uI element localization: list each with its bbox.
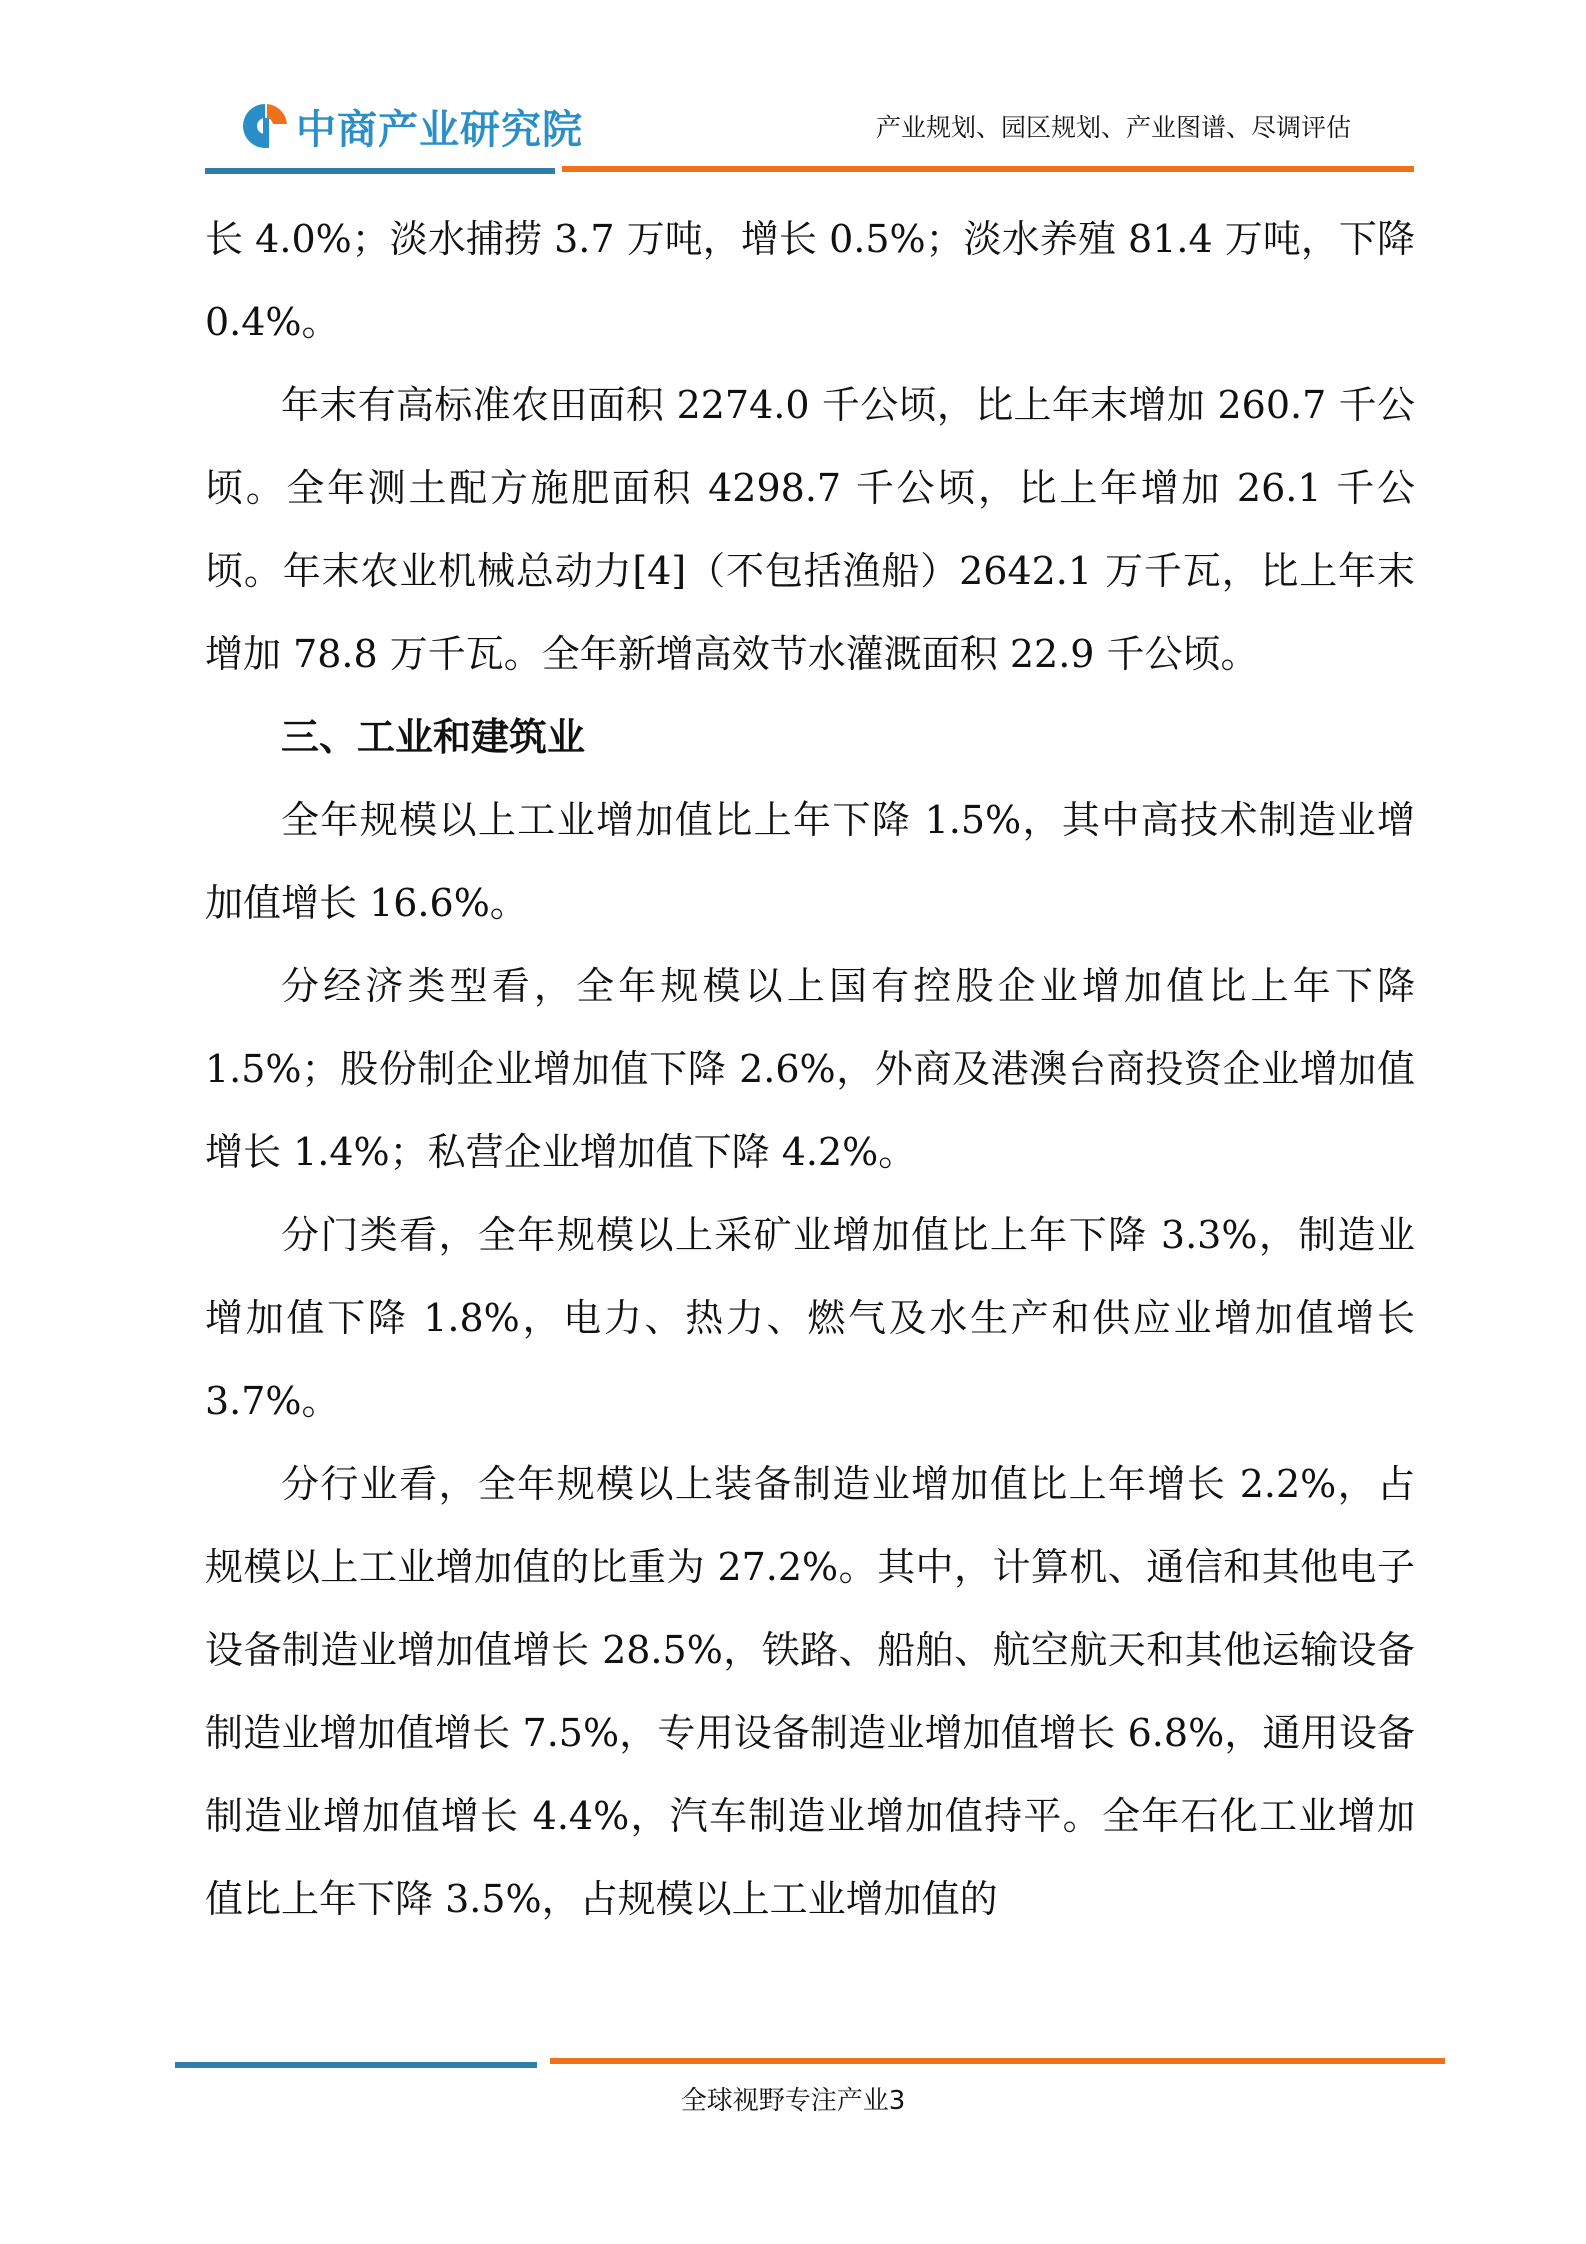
logo bbox=[240, 96, 583, 156]
header-rule-blue bbox=[205, 168, 555, 174]
paragraph-by-category: 分门类看，全年规模以上采矿业增加值比上年下降 3.3%，制造业增加值下降 1.8%，电力、热力、燃气及水生产和供应业增加值增长 3.7%。 bbox=[205, 1213, 1415, 1423]
document-body bbox=[205, 198, 1415, 1941]
logo-text: 中商产业研究院 bbox=[296, 106, 583, 153]
section-heading-industry: 三、工业和建筑业 bbox=[281, 715, 586, 759]
paragraph-by-industry: 分行业看，全年规模以上装备制造业增加值比上年增长 2.2%，占规模以上工业增加值的比重为 27.2%。其中，计算机、通信和其他电子设备制造业增加值增长 28.5%，铁路、船舶、航空航天和其他运输设备制造业增加值增长 7.5%，专用设备制造业增加值增长 6.8%，通用设备制造业增加值增长 4.4%，汽车制造业增加值持平。全年石化工业增加值比上年下降 3.5%，占规模以上工业增加值的 bbox=[205, 1462, 1415, 1921]
page-header bbox=[0, 0, 1586, 180]
header-tagline: 产业规划、园区规划、产业图谱、尽调评估 bbox=[875, 113, 1351, 142]
paragraph-farmland: 年末有高标准农田面积 2274.0 千公顷，比上年末增加 260.7 千公顷。全年测土配方施肥面积 4298.7 千公顷，比上年增加 26.1 千公顷。年末农业机械总动力[4]（不包括渔船）2642.1 万千瓦，比上年末增加 78.8 万千瓦。全年新增高效节水灌溉面积 22.9 千公顷。 bbox=[205, 383, 1415, 676]
logo-mark-icon bbox=[240, 101, 290, 151]
header-rule-orange bbox=[562, 166, 1414, 172]
footer-rule-blue bbox=[175, 2062, 537, 2068]
paragraph-fisheries-continued: 长 4.0%；淡水捕捞 3.7 万吨，增长 0.5%；淡水养殖 81.4 万吨，下降 0.4%。 bbox=[205, 217, 1415, 344]
footer-slogan-page-number: 全球视野专注产业3 bbox=[680, 2086, 906, 2116]
paragraph-economic-type: 分经济类型看，全年规模以上国有控股企业增加值比上年下降 1.5%；股份制企业增加值下降 2.6%，外商及港澳台商投资企业增加值增长 1.4%；私营企业增加值下降 4.2%。 bbox=[205, 964, 1415, 1174]
paragraph-industrial-value-added: 全年规模以上工业增加值比上年下降 1.5%，其中高技术制造业增加值增长 16.6%。 bbox=[205, 798, 1415, 925]
footer-rule-orange bbox=[550, 2058, 1445, 2064]
